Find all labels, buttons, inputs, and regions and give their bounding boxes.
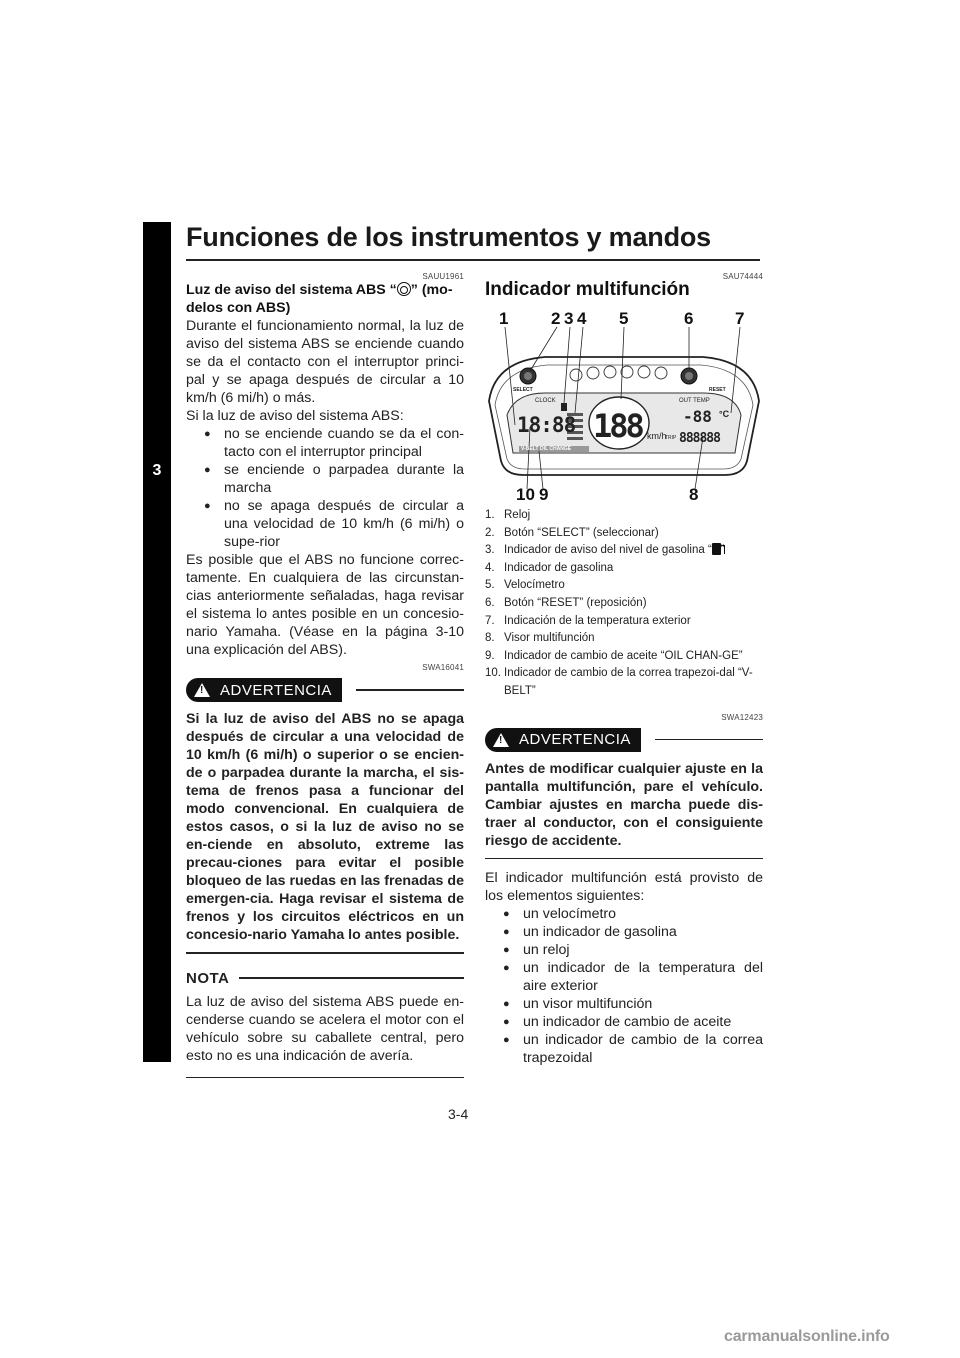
list-item: 1. Reloj — [485, 509, 531, 521]
clock-digits: 18:88 — [517, 413, 576, 437]
section-code: SAUU1961 — [422, 272, 464, 281]
warning-badge: ! ADVERTENCIA — [186, 678, 342, 702]
abs-paragraph-2: Si la luz de aviso del sistema ABS: — [186, 408, 404, 424]
callout-5: 5 — [619, 309, 629, 328]
list-item: ● un indicador de cambio de aceite — [503, 1013, 763, 1031]
nota-header — [186, 970, 464, 987]
abs-icon — [397, 282, 411, 296]
warning-end-rule — [186, 952, 464, 954]
abs-paragraph-3: Es posible que el ABS no funcione correc-tamente. En cualquiera de las circunstan-cias anteriormente señaladas, haga revisar el sistema lo antes posible en un concesio-nario Yamaha. (Véase en la página 3-10 una explicación del ABS). — [186, 552, 464, 658]
page-number: 3-4 — [448, 1106, 469, 1122]
callout-8: 8 — [689, 485, 699, 504]
warning-end-rule — [485, 858, 763, 860]
speed-digits: 188 — [593, 407, 642, 445]
abs-paragraph-1: Durante el funcionamiento normal, la luz de aviso del sistema ABS se enciende cuando se da el contacto con el interruptor princi-pal y se apaga después de circular a 10 km/h (6 mi/h) o más. — [186, 318, 464, 406]
callout-6: 6 — [684, 309, 694, 328]
watermark: carmanualsonline.info — [724, 1328, 890, 1345]
nota-rule — [239, 977, 464, 979]
warning-rule — [655, 739, 763, 741]
nota-text: La luz de aviso del sistema ABS puede en-cenderse cuando se acelera el motor con el vehículo sobre su caballete central, pero esto no es una indicación de avería. — [186, 993, 464, 1064]
fuel-warning-icon — [712, 543, 721, 555]
oil-change-label: V-BELT OIL CHANGE — [521, 446, 572, 452]
warning-triangle-icon — [493, 733, 509, 747]
warning-badge: ! ADVERTENCIA — [485, 728, 641, 752]
list-item: ● un indicador de cambio de la correa trapezoidal — [503, 1031, 763, 1067]
list-item: 6. Botón “RESET” (reposición) — [485, 596, 647, 609]
page-title: Funciones de los instrumentos y mandos — [186, 222, 711, 252]
warning-text: Antes de modificar cualquier ajuste en la pantalla multifunción, pare el vehículo. Cambiar ajustes en marcha puede dis-traer al conductor, con el consiguiente riesgo de accidente. — [485, 760, 763, 849]
list-item: ● un indicador de la temperatura del aire exterior — [503, 959, 763, 995]
instrument-cluster-figure — [485, 309, 763, 504]
right-column — [485, 272, 763, 1067]
section-title: Indicador multifunción — [485, 279, 690, 300]
abs-heading: Luz de aviso del sistema ABS “ ” (mo-delos con ABS) — [186, 282, 453, 316]
callout-4: 4 — [577, 309, 587, 328]
list-item: ● no se apaga después de circular a una velocidad de 10 km/h (6 mi/h) o supe-rior — [204, 497, 464, 551]
chapter-number: 3 — [152, 462, 162, 479]
list-item: ● no se enciende cuando se da el con-tacto con el interruptor principal — [204, 425, 464, 461]
features-list — [503, 905, 763, 1067]
warning-header — [186, 678, 464, 702]
list-item: ● un indicador de gasolina — [503, 923, 763, 941]
list-item: 4. Indicador de gasolina — [485, 561, 614, 574]
page-header — [186, 222, 760, 253]
warning-code: SWA16041 — [422, 663, 464, 672]
trip-label: TRIP — [665, 435, 677, 441]
list-item: 9. Indicador de cambio de aceite “OIL CHAN-GE” — [485, 649, 743, 662]
temp-digits: -88 — [683, 407, 712, 426]
warning-header — [485, 728, 763, 752]
list-item: ● un velocímetro — [503, 905, 763, 923]
out-temp-label: OUT TEMP — [679, 398, 710, 404]
callout-3: 3 — [564, 309, 574, 328]
list-item: 7. Indicación de la temperatura exterior — [485, 614, 691, 627]
chapter-tab — [143, 222, 171, 1062]
select-label: SELECT — [513, 387, 533, 393]
nota-label: NOTA — [186, 969, 230, 987]
list-item: 8. Visor multifunción — [485, 632, 595, 645]
nota-end-rule — [186, 1077, 464, 1078]
list-item: ● un visor multifunción — [503, 995, 763, 1013]
clock-label: CLOCK — [535, 398, 556, 404]
warning-code: SWA12423 — [721, 712, 763, 722]
list-item: ● un reloj — [503, 941, 763, 959]
callout-2: 2 — [551, 309, 561, 328]
header-rule — [186, 259, 760, 261]
callout-1: 1 — [499, 309, 509, 328]
figure-legend — [485, 507, 763, 701]
celsius-label: °C — [719, 409, 730, 419]
left-column — [186, 272, 464, 1078]
list-item: 5. Velocímetro — [485, 579, 565, 592]
callout-10: 10 — [516, 485, 535, 504]
section-code: SAU74444 — [722, 272, 763, 281]
list-item: ● se enciende o parpadea durante la marcha — [204, 461, 464, 497]
reset-label: RESET — [709, 387, 726, 393]
warning-text: Si la luz de aviso del ABS no se apaga después de circular a una velocidad de 10 km/h (6 mi/h) o superior o se encien-de o parpadea durante la marcha, el sis-tema de frenos pasa a funcionar del modo convencional. En cualquiera de estos casos, o si la luz de aviso no se en-ciende en absoluto, extreme las precau-ciones para evitar el posible bloqueo de las ruedas en las frenadas de emergen-cia. Haga revisar el sistema de frenos y los circuitos eléctricos en un concesio-nario Yamaha lo antes posible. — [186, 711, 464, 943]
warning-triangle-icon — [194, 683, 210, 697]
callout-7: 7 — [735, 309, 745, 328]
intro-paragraph: El indicador multifunción está provisto de los elementos siguientes: — [485, 870, 763, 905]
kmh-label: km/h — [647, 431, 667, 441]
warning-rule — [356, 689, 464, 691]
list-item: 3. Indicador de aviso del nivel de gasolina “ — [485, 542, 763, 560]
odo-digits: 888888 — [679, 431, 720, 446]
list-item: 10. Indicador de cambio de la correa trapezoi-dal “V-BELT” — [485, 667, 753, 697]
callout-9: 9 — [539, 485, 549, 504]
abs-bullet-list — [204, 425, 464, 551]
list-item: 2. Botón “SELECT” (seleccionar) — [485, 526, 659, 539]
